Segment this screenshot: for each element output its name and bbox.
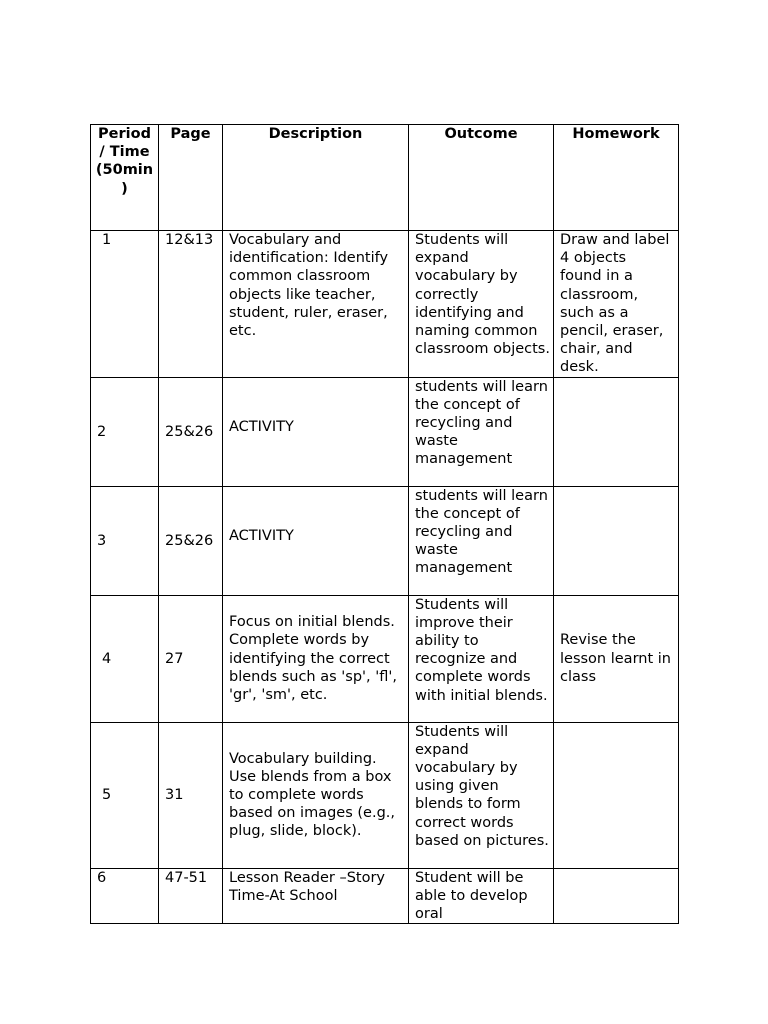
cell-homework: Draw and label 4 objects found in a classroom, such as a pencil, eraser, chair, and desk.: [554, 231, 679, 378]
table-row: [91, 377, 679, 486]
table-header-row: [91, 125, 679, 231]
table-row: [91, 486, 679, 595]
cell-period: 4: [91, 595, 159, 722]
cell-description: Focus on initial blends. Complete words by identifying the correct blends such as 'sp', 'fl', 'gr', 'sm', etc.: [223, 595, 409, 722]
cell-homework: Revise the lesson learnt in class: [554, 595, 679, 722]
cell-period: 1: [91, 231, 159, 378]
cell-outcome: Students will expand vocabulary by correctly identifying and naming common classroom objects.: [409, 231, 554, 378]
table-row: [91, 595, 679, 722]
cell-period: 6: [91, 868, 159, 924]
header-period: Period / Time (50min): [91, 125, 159, 231]
header-description: Description: [223, 125, 409, 231]
lesson-plan-table: [90, 124, 679, 924]
cell-page: 27: [159, 595, 223, 722]
cell-description: ACTIVITY: [223, 377, 409, 486]
cell-homework: [554, 722, 679, 868]
header-page: Page: [159, 125, 223, 231]
cell-page: 25&26: [159, 486, 223, 595]
cell-description: Vocabulary and identification: Identify common classroom objects like teacher, student, ruler, eraser, etc.: [223, 231, 409, 378]
table-row: [91, 231, 679, 378]
table-row: [91, 722, 679, 868]
cell-homework: [554, 486, 679, 595]
cell-outcome: Students will improve their ability to recognize and complete words with initial blends.: [409, 595, 554, 722]
table-row: [91, 868, 679, 924]
cell-outcome: students will learn the concept of recycling and waste management: [409, 486, 554, 595]
cell-page: 31: [159, 722, 223, 868]
header-outcome: Outcome: [409, 125, 554, 231]
cell-outcome: students will learn the concept of recycling and waste management: [409, 377, 554, 486]
cell-page: 47-51: [159, 868, 223, 924]
cell-page: 12&13: [159, 231, 223, 378]
cell-outcome: Students will expand vocabulary by using given blends to form correct words based on pictures.: [409, 722, 554, 868]
cell-homework: [554, 868, 679, 924]
cell-description: Vocabulary building. Use blends from a box to complete words based on images (e.g., plug, slide, block).: [223, 722, 409, 868]
cell-description: Lesson Reader –Story Time-At School: [223, 868, 409, 924]
cell-outcome: Student will be able to develop oral: [409, 868, 554, 924]
cell-period: 3: [91, 486, 159, 595]
cell-homework: [554, 377, 679, 486]
cell-description: ACTIVITY: [223, 486, 409, 595]
cell-page: 25&26: [159, 377, 223, 486]
cell-period: 2: [91, 377, 159, 486]
header-homework: Homework: [554, 125, 679, 231]
cell-period: 5: [91, 722, 159, 868]
